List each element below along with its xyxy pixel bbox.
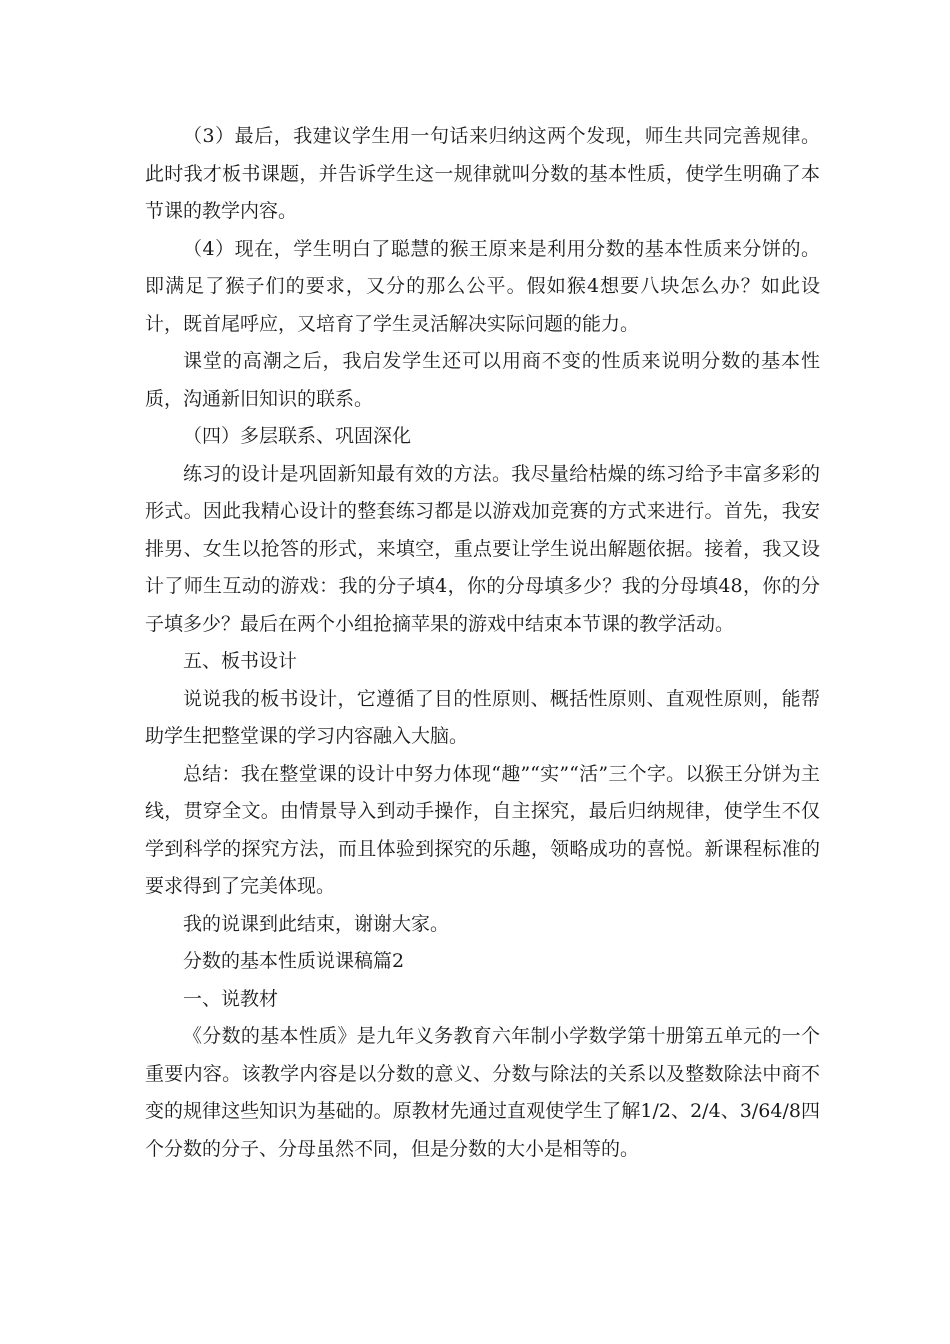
section-heading-practice: （四）多层联系、巩固深化 [183, 425, 412, 447]
paragraph-step-3: （3）最后，我建议学生用一句话来归纳这两个发现，师生共同完善规律。此时我才板书课题，并告诉学生这一规律就叫分数的基本性质，使学生明确了本节课的教学内容。 [145, 125, 820, 222]
paragraph-summary: 总结：我在整堂课的设计中努力体现“趣”“实”“活”三个字。以猴王分饼为主线，贯穿全文。由情景导入到动手操作，自主探究，最后归纳规律，使学生不仅学到科学的探究方法，而且体验到探究的乐趣，领略成功的喜悦。新课程标准的要求得到了完美体现。 [145, 762, 820, 897]
paragraph-closing: 我的说课到此结束，谢谢大家。 [183, 912, 450, 935]
section-heading-board-design: 五、板书设计 [183, 650, 298, 672]
section-heading-textbook: 一、说教材 [183, 987, 279, 1010]
paragraph-board-design: 说说我的板书设计，它遵循了目的性原则、概括性原则、直观性原则，能帮助学生把整堂课的学习内容融入大脑。 [145, 687, 820, 747]
paragraph-textbook: 《分数的基本性质》是九年义务教育六年制小学数学第十册第五单元的一个重要内容。该教学内容是以分数的意义、分数与除法的关系以及整数除法中商不变的规律这些知识为基础的。原教材先通过直观使学生了解1/2、2/4、3/64/8四个分数的分子、分母虽然不同，但是分数的大小是相等的。 [145, 1025, 820, 1160]
article-title-part-2: 分数的基本性质说课稿篇2 [183, 950, 405, 972]
paragraph-practice: 练习的设计是巩固新知最有效的方法。我尽量给枯燥的练习给予丰富多彩的形式。因此我精心设计的整套练习都是以游戏加竞赛的方式来进行。首先，我安排男、女生以抢答的形式，来填空，重点要让学生说出解题依据。接着，我又设计了师生互动的游戏：我的分子填4，你的分母填多少？我的分母填48，你的分子填多少？最后在两个小组抢摘苹果的游戏中结束本节课的教学活动。 [145, 462, 820, 635]
paragraph-step-4: （4）现在，学生明白了聪慧的猴王原来是利用分数的基本性质来分饼的。即满足了猴子们的要求，又分的那么公平。假如猴4想要八块怎么办？如此设计，既首尾呼应，又培育了学生灵活解决实际问题的能力。 [145, 237, 820, 335]
document-body [145, 118, 820, 1168]
paragraph-climax: 课堂的高潮之后，我启发学生还可以用商不变的性质来说明分数的基本性质，沟通新旧知识的联系。 [145, 350, 820, 410]
